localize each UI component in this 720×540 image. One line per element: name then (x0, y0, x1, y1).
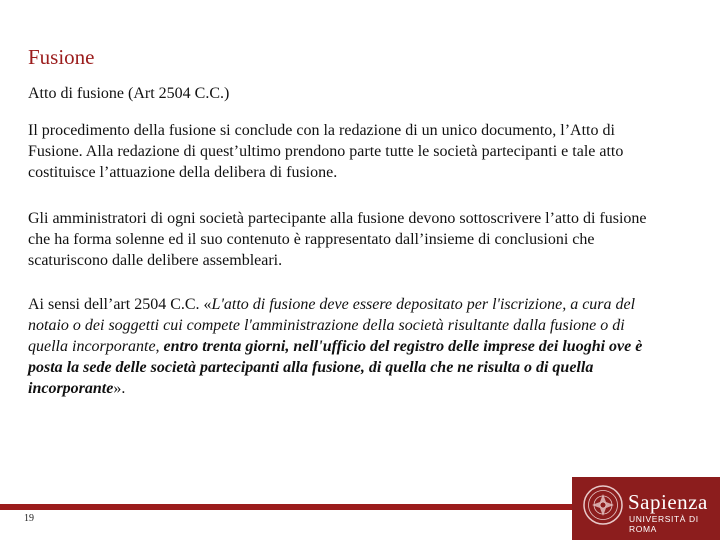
slide-title: Fusione (28, 45, 95, 69)
logo-name: Sapienza (628, 490, 708, 514)
university-seal-icon (582, 484, 624, 526)
article-end: ». (113, 380, 126, 397)
paragraph-administrators: Gli amministratori di ogni società partecipante alla fusione devono sottoscrivere l’atto di fusione che ha forma solenne ed il suo contenuto è rappresentato dall’insieme di conclusioni che scaturiscono dalle delibere assembleari. (28, 210, 647, 269)
page-number: 19 (24, 513, 34, 524)
article-emphasis: entro trenta giorni, nell'ufficio del registro delle imprese dei luoghi ove è posta la sede delle società partecipanti alla fusione, di quella che ne risulta o di quella incorporante (28, 338, 643, 397)
logo-subtitle: UNIVERSITÀ DI ROMA (629, 514, 699, 534)
slide-subtitle: Atto di fusione (Art 2504 C.C.) (28, 85, 230, 102)
paragraph-procedure: Il procedimento della fusione si conclude con la redazione di un unico documento, l’Atto di Fusione. Alla redazione di quest’ultimo prendono parte tutte le società partecipanti e tale atto costituisce l’attuazione della delibera di fusione. (28, 122, 624, 181)
paragraph-article-2504 (28, 294, 668, 399)
article-quote: L'atto di fusione deve essere depositato per l'iscrizione, a cura del notaio o dei soggetti cui compete l'amministrazione della società risultante dalla fusione o di quella incorporante, (28, 296, 636, 355)
article-intro: Ai sensi dell’art 2504 C.C. « (28, 296, 212, 313)
university-logo (572, 477, 720, 540)
